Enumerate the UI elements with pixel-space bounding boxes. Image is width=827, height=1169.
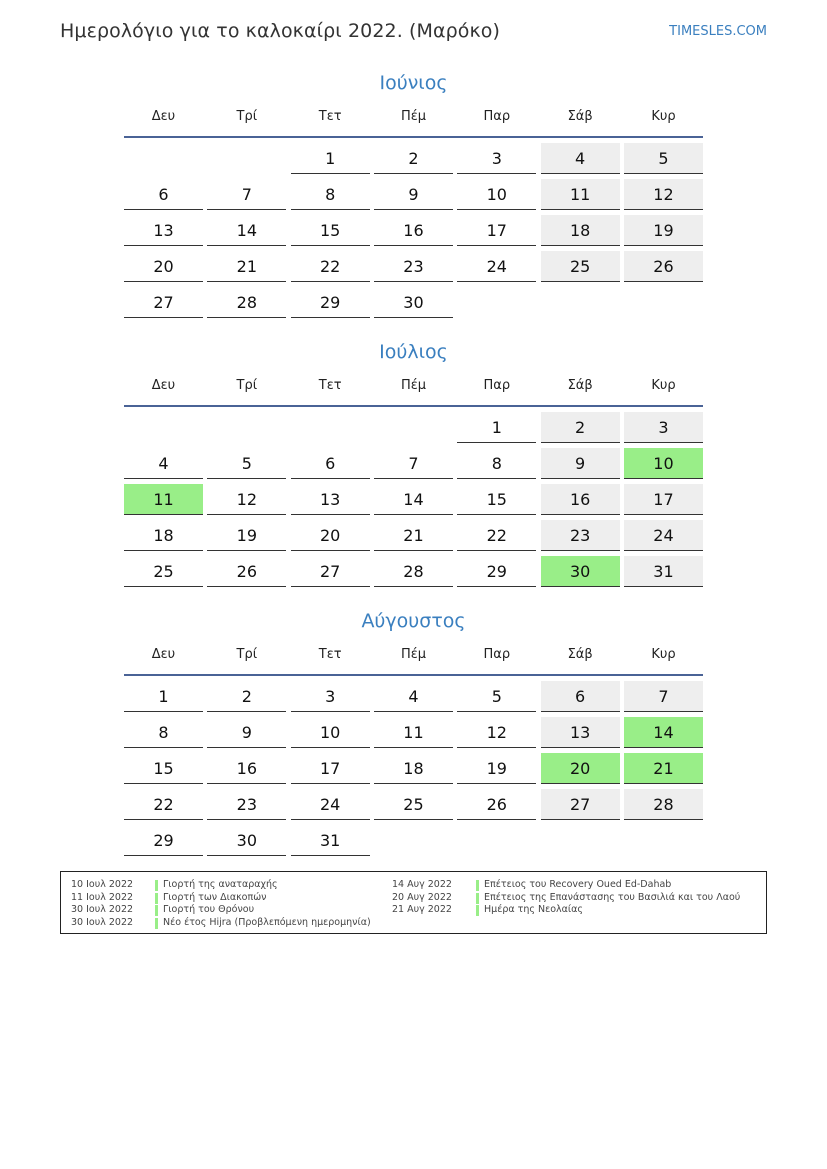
day-cell: 26 — [624, 251, 703, 282]
month-block — [124, 337, 703, 591]
day-cell: 12 — [457, 717, 536, 748]
day-cell: 20 — [124, 251, 203, 282]
day-cell: 3 — [457, 143, 536, 174]
day-cell: 22 — [457, 520, 536, 551]
weekday-label: Πέμ — [400, 378, 427, 393]
week-row — [124, 447, 703, 483]
legend-item — [71, 917, 371, 930]
holiday-day-cell: 30 — [541, 556, 620, 587]
weekday-label: Τρί — [236, 109, 258, 124]
empty-day-cell — [624, 287, 703, 318]
empty-day-cell — [124, 412, 203, 443]
weekday-label: Δευ — [151, 647, 176, 662]
day-cell: 16 — [207, 753, 286, 784]
weeks — [124, 407, 703, 591]
holiday-day-cell: 21 — [624, 753, 703, 784]
weekday-label: Δευ — [151, 109, 176, 124]
day-cell: 13 — [291, 484, 370, 515]
weekday-label: Τετ — [318, 378, 342, 393]
day-cell: 23 — [541, 520, 620, 551]
day-cell: 4 — [541, 143, 620, 174]
weekday-label: Σάβ — [567, 378, 593, 393]
day-cell: 10 — [291, 717, 370, 748]
week-row — [124, 680, 703, 716]
legend-holiday-name: Νέο έτος Hijra (Προβλεπόμενη ημερομηνία) — [163, 916, 371, 928]
day-cell: 24 — [624, 520, 703, 551]
legend-item — [392, 892, 740, 905]
day-cell: 23 — [374, 251, 453, 282]
weeks — [124, 676, 703, 860]
day-cell: 17 — [291, 753, 370, 784]
day-cell: 22 — [124, 789, 203, 820]
day-cell: 28 — [207, 287, 286, 318]
day-cell: 7 — [374, 448, 453, 479]
empty-day-cell — [207, 412, 286, 443]
day-cell: 2 — [374, 143, 453, 174]
day-cell: 10 — [457, 179, 536, 210]
week-row — [124, 142, 703, 178]
weekday-label: Παρ — [483, 647, 511, 662]
legend-holiday-name: Επέτειος της Επανάστασης του Βασιλιά και του Λαού — [484, 891, 741, 903]
day-cell: 6 — [541, 681, 620, 712]
weekday-label: Δευ — [151, 378, 176, 393]
day-cell: 29 — [124, 825, 203, 856]
weekday-label: Πέμ — [400, 109, 427, 124]
weekday-label: Τετ — [318, 647, 342, 662]
holiday-marker — [476, 905, 479, 916]
day-cell: 20 — [291, 520, 370, 551]
legend-holiday-name: Επέτειος του Recovery Oued Ed-Dahab — [484, 879, 672, 890]
week-row — [124, 286, 703, 322]
day-cell: 29 — [291, 287, 370, 318]
weekday-label: Τρί — [236, 378, 258, 393]
day-cell: 13 — [124, 215, 203, 246]
day-cell: 27 — [124, 287, 203, 318]
day-cell: 4 — [124, 448, 203, 479]
empty-day-cell — [541, 287, 620, 318]
legend-item — [71, 892, 371, 905]
legend-date: 30 Ιουλ 2022 — [71, 904, 134, 915]
day-cell: 3 — [291, 681, 370, 712]
day-cell: 8 — [124, 717, 203, 748]
day-cell: 2 — [541, 412, 620, 443]
empty-day-cell — [457, 287, 536, 318]
week-row — [124, 716, 703, 752]
weekday-label: Κυρ — [651, 378, 676, 393]
week-row — [124, 483, 703, 519]
month-block — [124, 68, 703, 322]
day-cell: 25 — [374, 789, 453, 820]
day-cell: 31 — [624, 556, 703, 587]
legend-holiday-name: Γιορτή της αναταραχής — [163, 879, 278, 890]
day-cell: 9 — [541, 448, 620, 479]
day-cell: 18 — [124, 520, 203, 551]
day-cell: 13 — [541, 717, 620, 748]
holiday-marker — [476, 893, 479, 904]
empty-day-cell — [624, 825, 703, 856]
day-cell: 8 — [291, 179, 370, 210]
empty-day-cell — [124, 143, 203, 174]
day-cell: 16 — [541, 484, 620, 515]
day-cell: 23 — [207, 789, 286, 820]
week-row — [124, 788, 703, 824]
weekday-label: Παρ — [483, 378, 511, 393]
day-cell: 25 — [124, 556, 203, 587]
day-cell: 25 — [541, 251, 620, 282]
day-cell: 5 — [624, 143, 703, 174]
week-row — [124, 752, 703, 788]
day-cell: 1 — [457, 412, 536, 443]
day-cell: 7 — [207, 179, 286, 210]
day-cell: 18 — [541, 215, 620, 246]
day-cell: 8 — [457, 448, 536, 479]
holiday-legend — [60, 871, 767, 934]
weekday-label: Κυρ — [651, 647, 676, 662]
day-cell: 28 — [374, 556, 453, 587]
day-cell: 15 — [291, 215, 370, 246]
weekday-label: Κυρ — [651, 109, 676, 124]
day-cell: 18 — [374, 753, 453, 784]
legend-date: 10 Ιουλ 2022 — [71, 879, 134, 890]
day-cell: 22 — [291, 251, 370, 282]
legend-holiday-name: Γιορτή του Θρόνου — [163, 904, 255, 915]
weekday-label: Σάβ — [567, 647, 593, 662]
day-cell: 28 — [624, 789, 703, 820]
day-cell: 14 — [374, 484, 453, 515]
day-cell: 9 — [374, 179, 453, 210]
legend-date: 14 Αυγ 2022 — [392, 879, 452, 890]
legend-item — [392, 904, 740, 917]
week-row — [124, 519, 703, 555]
day-cell: 11 — [374, 717, 453, 748]
day-cell: 12 — [207, 484, 286, 515]
day-cell: 30 — [374, 287, 453, 318]
legend-holiday-name: Γιορτή των Διακοπών — [163, 891, 267, 903]
day-cell: 5 — [457, 681, 536, 712]
day-cell: 9 — [207, 717, 286, 748]
week-row — [124, 824, 703, 860]
legend-date: 11 Ιουλ 2022 — [71, 891, 134, 903]
month-block — [124, 606, 703, 860]
legend-date: 21 Αυγ 2022 — [392, 904, 452, 915]
day-cell: 12 — [624, 179, 703, 210]
legend-date: 20 Αυγ 2022 — [392, 891, 452, 903]
weekday-label: Παρ — [483, 109, 511, 124]
day-cell: 27 — [291, 556, 370, 587]
weekday-header — [124, 98, 703, 138]
day-cell: 27 — [541, 789, 620, 820]
holiday-marker — [476, 880, 479, 891]
legend-item — [392, 879, 740, 892]
day-cell: 7 — [624, 681, 703, 712]
weeks — [124, 138, 703, 322]
site-link[interactable]: TIMESLES.COM — [669, 24, 767, 39]
holiday-marker — [155, 905, 158, 916]
day-cell: 6 — [124, 179, 203, 210]
day-cell: 14 — [207, 215, 286, 246]
empty-day-cell — [457, 825, 536, 856]
weekday-label: Πέμ — [400, 647, 427, 662]
weekday-header — [124, 636, 703, 676]
month-title: Ιούνιος — [379, 72, 448, 94]
holiday-day-cell: 11 — [124, 484, 203, 515]
weekday-header — [124, 367, 703, 407]
holiday-day-cell: 20 — [541, 753, 620, 784]
week-row — [124, 250, 703, 286]
page-title: Ημερολόγιο για το καλοκαίρι 2022. (Μαρόκο) — [60, 20, 501, 42]
weekday-label: Τετ — [318, 109, 342, 124]
week-row — [124, 178, 703, 214]
day-cell: 26 — [457, 789, 536, 820]
legend-date: 30 Ιουλ 2022 — [71, 916, 134, 928]
empty-day-cell — [207, 143, 286, 174]
empty-day-cell — [541, 825, 620, 856]
day-cell: 4 — [374, 681, 453, 712]
day-cell: 19 — [457, 753, 536, 784]
day-cell: 5 — [207, 448, 286, 479]
weekday-label: Τρί — [236, 647, 258, 662]
legend-item — [71, 879, 371, 892]
day-cell: 19 — [624, 215, 703, 246]
legend-holiday-name: Ημέρα της Νεολαίας — [484, 904, 583, 915]
empty-day-cell — [374, 825, 453, 856]
day-cell: 31 — [291, 825, 370, 856]
day-cell: 11 — [541, 179, 620, 210]
weekday-label: Σάβ — [567, 109, 593, 124]
day-cell: 17 — [457, 215, 536, 246]
legend-item — [71, 904, 371, 917]
day-cell: 6 — [291, 448, 370, 479]
empty-day-cell — [291, 412, 370, 443]
day-cell: 2 — [207, 681, 286, 712]
holiday-day-cell: 14 — [624, 717, 703, 748]
day-cell: 26 — [207, 556, 286, 587]
holiday-day-cell: 10 — [624, 448, 703, 479]
holiday-marker — [155, 880, 158, 891]
day-cell: 15 — [457, 484, 536, 515]
day-cell: 29 — [457, 556, 536, 587]
day-cell: 16 — [374, 215, 453, 246]
holiday-marker — [155, 893, 158, 904]
week-row — [124, 411, 703, 447]
week-row — [124, 214, 703, 250]
holiday-marker — [155, 918, 158, 929]
day-cell: 21 — [207, 251, 286, 282]
day-cell: 15 — [124, 753, 203, 784]
month-title: Ιούλιος — [379, 341, 448, 363]
legend-column-left — [71, 879, 371, 929]
day-cell: 24 — [291, 789, 370, 820]
day-cell: 17 — [624, 484, 703, 515]
day-cell: 3 — [624, 412, 703, 443]
day-cell: 24 — [457, 251, 536, 282]
day-cell: 30 — [207, 825, 286, 856]
legend-column-right — [392, 879, 740, 917]
day-cell: 1 — [291, 143, 370, 174]
empty-day-cell — [374, 412, 453, 443]
day-cell: 21 — [374, 520, 453, 551]
day-cell: 19 — [207, 520, 286, 551]
day-cell: 1 — [124, 681, 203, 712]
week-row — [124, 555, 703, 591]
month-title: Αύγουστος — [361, 610, 466, 632]
